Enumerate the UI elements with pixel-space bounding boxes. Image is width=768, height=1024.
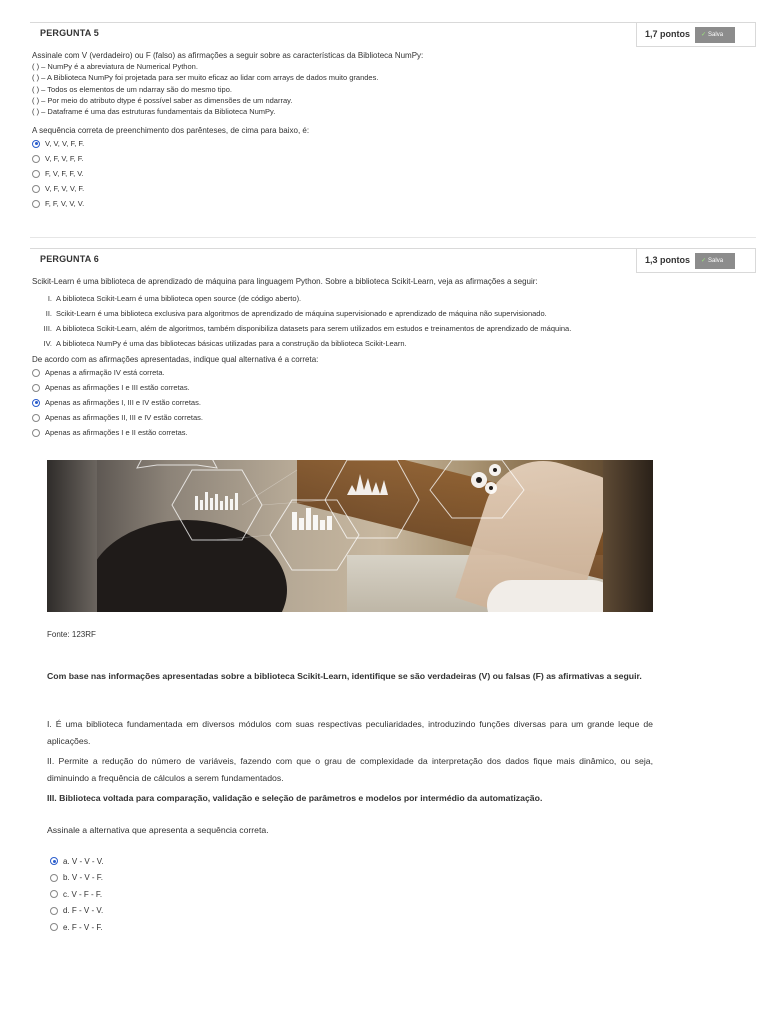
statement-line: ( ) – NumPy é a abreviatura de Numerical Python. — [32, 62, 198, 71]
statement-line: ( ) – Dataframe é uma das estruturas fundamentais da Biblioteca NumPy. — [32, 107, 276, 117]
points-value: 1,3 pontos — [645, 255, 691, 265]
divider — [30, 237, 756, 238]
question-6 — [30, 248, 756, 440]
answer-option[interactable] — [32, 166, 756, 181]
radio-button[interactable] — [32, 414, 40, 422]
affirmation-list — [32, 294, 756, 349]
question-statement: Scikit-Learn é uma biblioteca de aprendizado de máquina para linguagem Python. Sobre a biblioteca Scikit-Learn, veja as afirmações a seguir: — [32, 277, 538, 286]
question-5-header — [30, 22, 756, 46]
saved-status — [695, 253, 735, 269]
option-label: Apenas a afirmação IV está correta. — [45, 368, 165, 377]
answer-option[interactable] — [32, 395, 756, 410]
radio-button[interactable] — [32, 369, 40, 377]
part2-prompt: Assinale a alternativa que apresenta a sequência correta. — [47, 825, 269, 835]
question-prompt: De acordo com as afirmações apresentadas, indique qual alternativa é a correta: — [32, 355, 319, 364]
image-caption: Fonte: 123RF — [47, 630, 96, 639]
points-box — [636, 23, 756, 47]
saved-label: Salva — [708, 258, 724, 264]
affirmation-text: A biblioteca NumPy é uma das bibliotecas básicas utilizadas para a construção da biblioteca Scikit-Learn. — [56, 339, 407, 348]
answer-option[interactable] — [32, 380, 756, 395]
part2-item: III. Biblioteca voltada para comparação, validação e seleção de parâmetros e modelos por intermédio da automatização. — [47, 793, 543, 803]
part2-item: II. Permite a redução do número de variáveis, fazendo com que o grau de complexidade da interpretação dos dados fique mais dinâmico, ou seja, diminuindo a frequência de cálculos a serem fundamentados. — [47, 756, 653, 783]
check-icon: ✓ — [701, 258, 707, 264]
saved-status — [695, 27, 735, 43]
answer-option[interactable] — [50, 886, 104, 903]
affirmation-item — [32, 309, 756, 319]
question-6-header — [30, 248, 756, 272]
answer-options — [32, 136, 756, 211]
statement-line: ( ) – A Biblioteca NumPy foi projetada para ser muito eficaz ao lidar com arrays de dados muito grandes. — [32, 73, 379, 83]
answer-option[interactable] — [50, 853, 104, 870]
option-label: Apenas as afirmações I e III estão corretas. — [45, 383, 190, 392]
answer-option[interactable] — [32, 136, 756, 151]
saved-label: Salva — [708, 32, 724, 38]
affirmation-item — [32, 324, 756, 334]
answer-option[interactable] — [50, 903, 104, 920]
check-icon: ✓ — [701, 32, 707, 38]
statement-line: ( ) – Todos os elementos de um ndarray são do mesmo tipo. — [32, 84, 232, 94]
data-hexagon-overlay — [47, 460, 653, 612]
radio-button[interactable] — [32, 399, 40, 407]
radio-button[interactable] — [50, 857, 58, 865]
option-label: Apenas as afirmações I, III e IV estão corretas. — [45, 398, 201, 407]
radio-button[interactable] — [32, 384, 40, 392]
affirmation-number: IV. — [43, 339, 52, 348]
question-statement: Assinale com V (verdadeiro) ou F (falso) as afirmações a seguir sobre as características da Biblioteca NumPy: — [32, 51, 424, 60]
affirmation-text: Scikit-Learn é uma biblioteca exclusiva para algoritmos de aprendizado de máquina supervisionado e aprendizado de máquina não supervisionado. — [56, 309, 547, 318]
part2-intro: Com base nas informações apresentadas sobre a biblioteca Scikit-Learn, identifique se são verdadeiras (V) ou falsas (F) as afirmativas a seguir. — [47, 671, 642, 681]
radio-button[interactable] — [50, 874, 58, 882]
affirmation-item — [32, 294, 756, 304]
affirmation-number: III. — [43, 324, 52, 333]
option-label: V, F, V, F, F. — [45, 154, 84, 164]
answer-option[interactable] — [32, 425, 756, 440]
part2-item: I. É uma biblioteca fundamentada em diversos módulos com suas respectivas peculiaridades, introduzindo funções diversas para um grande leque de aplicações. — [47, 719, 653, 746]
answer-option[interactable] — [32, 410, 756, 425]
option-label: Apenas as afirmações II, III e IV estão corretas. — [45, 413, 203, 422]
statement-line: ( ) – Por meio do atributo dtype é possível saber as dimensões de um ndarray. — [32, 95, 293, 105]
radio-button[interactable] — [32, 429, 40, 437]
option-label: F, V, F, F, V. — [45, 169, 84, 179]
option-label: a. V - V - V. — [63, 856, 104, 866]
answer-options — [32, 365, 756, 440]
answer-option[interactable] — [32, 196, 756, 211]
question-prompt: A sequência correta de preenchimento dos parênteses, de cima para baixo, é: — [32, 126, 310, 136]
affirmation-number: II. — [45, 309, 52, 318]
question-illustration — [47, 460, 653, 612]
question-5 — [30, 22, 756, 211]
option-label: Apenas as afirmações I e II estão corretas. — [45, 428, 188, 437]
option-label: e. F - V - F. — [63, 922, 103, 932]
radio-button[interactable] — [32, 185, 40, 193]
affirmation-text: A biblioteca Scikit-Learn, além de algoritmos, também disponibiliza datasets para serem utilizados em estudos e treinamentos de aprendizado de máquina. — [56, 324, 572, 333]
radio-button[interactable] — [50, 923, 58, 931]
option-label: b. V - V - F. — [63, 873, 104, 883]
radio-button[interactable] — [32, 155, 40, 163]
answer-option[interactable] — [50, 919, 104, 936]
affirmation-item — [32, 339, 756, 349]
radio-button[interactable] — [32, 170, 40, 178]
option-label: V, V, V, F, F. — [45, 139, 85, 149]
points-value: 1,7 pontos — [645, 29, 691, 39]
affirmation-text: A biblioteca Scikit-Learn é uma biblioteca open source (de código aberto). — [56, 294, 302, 303]
radio-button[interactable] — [50, 890, 58, 898]
question-title: PERGUNTA 5 — [40, 28, 100, 38]
option-label: d. F - V - V. — [63, 906, 104, 916]
answer-option[interactable] — [50, 870, 104, 887]
points-box — [636, 249, 756, 273]
question-title: PERGUNTA 6 — [40, 254, 100, 264]
radio-button[interactable] — [32, 200, 40, 208]
option-label: F, F, V, V, V. — [45, 199, 85, 209]
answer-option[interactable] — [32, 151, 756, 166]
option-label: c. V - F - F. — [63, 889, 103, 899]
radio-button[interactable] — [50, 907, 58, 915]
affirmation-number: I. — [47, 294, 52, 303]
part2-answer-options — [50, 853, 104, 936]
answer-option[interactable] — [32, 181, 756, 196]
answer-option[interactable] — [32, 365, 756, 380]
option-label: V, F, V, V, F. — [45, 184, 85, 194]
radio-button[interactable] — [32, 140, 40, 148]
